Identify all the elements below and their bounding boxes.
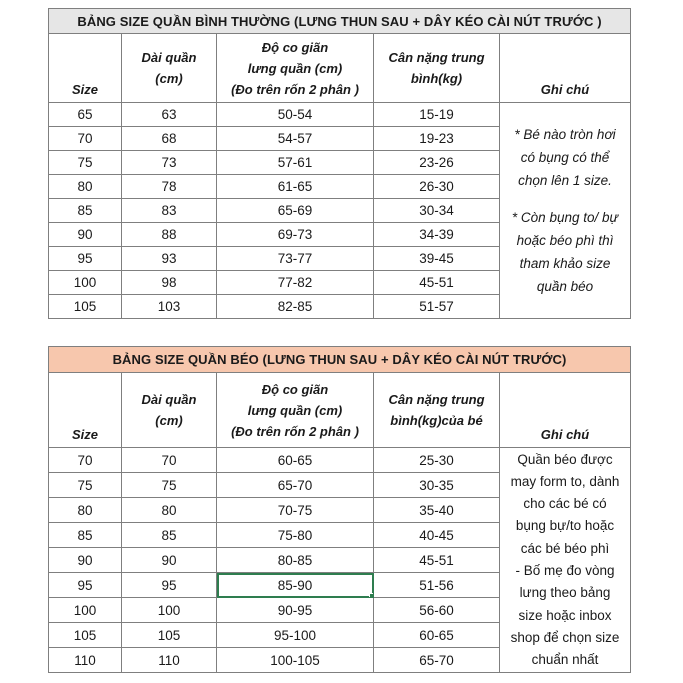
cell-size[interactable]: 85 bbox=[49, 523, 122, 548]
cell-size[interactable]: 110 bbox=[49, 648, 122, 673]
note-line: cho các bé có bbox=[523, 496, 607, 512]
cell-waist[interactable]: 80-85 bbox=[217, 548, 374, 573]
cell-size[interactable]: 70 bbox=[49, 448, 122, 473]
header-size: Size bbox=[49, 34, 122, 103]
header-waist: Độ co giãn lưng quần (cm) (Đo trên rốn 2 phân ) bbox=[217, 34, 374, 103]
cell-waist[interactable]: 65-70 bbox=[217, 473, 374, 498]
cell-weight[interactable]: 19-23 bbox=[374, 127, 500, 151]
size-table-plus bbox=[48, 346, 631, 673]
cell-size[interactable]: 100 bbox=[49, 271, 122, 295]
cell-length[interactable]: 73 bbox=[122, 151, 217, 175]
cell-size[interactable]: 90 bbox=[49, 548, 122, 573]
note-line: có bụng có thể bbox=[520, 150, 610, 165]
cell-weight[interactable]: 60-65 bbox=[374, 623, 500, 648]
selected-cell-waist[interactable]: 85-90 bbox=[217, 573, 374, 598]
header-note: Ghi chú bbox=[500, 373, 631, 448]
cell-length[interactable]: 80 bbox=[122, 498, 217, 523]
cell-weight[interactable]: 39-45 bbox=[374, 247, 500, 271]
note-line: các bé béo phì bbox=[520, 540, 610, 556]
header-weight: Cân nặng trung bình(kg) bbox=[374, 34, 500, 103]
note-line: size hoặc inbox bbox=[518, 607, 612, 623]
cell-weight[interactable]: 56-60 bbox=[374, 598, 500, 623]
header-waist: Độ co giãn lưng quần (cm) (Đo trên rốn 2 phân ) bbox=[217, 373, 374, 448]
cell-length[interactable]: 63 bbox=[122, 103, 217, 127]
cell-waist[interactable]: 50-54 bbox=[217, 103, 374, 127]
header-length: Dài quần (cm) bbox=[122, 373, 217, 448]
cell-weight[interactable]: 51-56 bbox=[374, 573, 500, 598]
note-cell bbox=[500, 103, 631, 319]
cell-weight[interactable]: 15-19 bbox=[374, 103, 500, 127]
cell-size[interactable]: 75 bbox=[49, 473, 122, 498]
note-line: hoặc béo phì thì bbox=[516, 233, 614, 248]
cell-weight[interactable]: 51-57 bbox=[374, 295, 500, 319]
cell-size[interactable]: 90 bbox=[49, 223, 122, 247]
cell-length[interactable]: 78 bbox=[122, 175, 217, 199]
note-line: shop để chọn size bbox=[510, 629, 620, 645]
note-line: tham khảo size bbox=[519, 256, 611, 271]
cell-weight[interactable]: 25-30 bbox=[374, 448, 500, 473]
note-line: quần béo bbox=[536, 279, 594, 294]
cell-weight[interactable]: 34-39 bbox=[374, 223, 500, 247]
fill-handle[interactable] bbox=[369, 593, 374, 598]
cell-length[interactable]: 100 bbox=[122, 598, 217, 623]
cell-size[interactable]: 80 bbox=[49, 498, 122, 523]
table-title: BẢNG SIZE QUẦN BÌNH THƯỜNG (LƯNG THUN SAU + DÂY KÉO CÀI NÚT TRƯỚC ) bbox=[49, 9, 631, 34]
table-title: BẢNG SIZE QUẦN BÉO (LƯNG THUN SAU + DÂY KÉO CÀI NÚT TRƯỚC) bbox=[49, 347, 631, 373]
note-line: may form to, dành bbox=[510, 473, 620, 489]
cell-length[interactable]: 98 bbox=[122, 271, 217, 295]
cell-length[interactable]: 88 bbox=[122, 223, 217, 247]
cell-length[interactable]: 68 bbox=[122, 127, 217, 151]
cell-waist[interactable]: 70-75 bbox=[217, 498, 374, 523]
cell-weight[interactable]: 23-26 bbox=[374, 151, 500, 175]
cell-size[interactable]: 100 bbox=[49, 598, 122, 623]
cell-size[interactable]: 95 bbox=[49, 247, 122, 271]
header-weight: Cân nặng trung bình(kg)của bé bbox=[374, 373, 500, 448]
cell-waist[interactable]: 60-65 bbox=[217, 448, 374, 473]
cell-weight[interactable]: 65-70 bbox=[374, 648, 500, 673]
cell-size[interactable]: 85 bbox=[49, 199, 122, 223]
note-line: * Bé nào tròn hơi bbox=[514, 127, 616, 142]
cell-waist[interactable]: 54-57 bbox=[217, 127, 374, 151]
cell-size[interactable]: 105 bbox=[49, 295, 122, 319]
cell-size[interactable]: 75 bbox=[49, 151, 122, 175]
header-size: Size bbox=[49, 373, 122, 448]
cell-length[interactable]: 90 bbox=[122, 548, 217, 573]
size-table-regular bbox=[48, 8, 631, 319]
cell-length[interactable]: 103 bbox=[122, 295, 217, 319]
cell-weight[interactable]: 35-40 bbox=[374, 498, 500, 523]
cell-length[interactable]: 75 bbox=[122, 473, 217, 498]
note-line: - Bố mẹ đo vòng bbox=[515, 563, 615, 578]
cell-waist[interactable]: 61-65 bbox=[217, 175, 374, 199]
cell-weight[interactable]: 45-51 bbox=[374, 548, 500, 573]
cell-waist[interactable]: 69-73 bbox=[217, 223, 374, 247]
header-note: Ghi chú bbox=[500, 34, 631, 103]
cell-size[interactable]: 80 bbox=[49, 175, 122, 199]
cell-waist[interactable]: 65-69 bbox=[217, 199, 374, 223]
note-line: bụng bự/to hoặc bbox=[515, 518, 615, 534]
note-line: Quần béo được bbox=[517, 451, 613, 467]
cell-length[interactable]: 105 bbox=[122, 623, 217, 648]
cell-length[interactable]: 110 bbox=[122, 648, 217, 673]
cell-length[interactable]: 85 bbox=[122, 523, 217, 548]
cell-waist[interactable]: 95-100 bbox=[217, 623, 374, 648]
cell-length[interactable]: 93 bbox=[122, 247, 217, 271]
note-line: lưng theo bảng bbox=[519, 585, 611, 601]
cell-waist[interactable]: 75-80 bbox=[217, 523, 374, 548]
cell-waist[interactable]: 82-85 bbox=[217, 295, 374, 319]
cell-weight[interactable]: 30-34 bbox=[374, 199, 500, 223]
cell-weight[interactable]: 30-35 bbox=[374, 473, 500, 498]
cell-size[interactable]: 65 bbox=[49, 103, 122, 127]
cell-length[interactable]: 70 bbox=[122, 448, 217, 473]
cell-size[interactable]: 105 bbox=[49, 623, 122, 648]
cell-size[interactable]: 95 bbox=[49, 573, 122, 598]
note-line: chọn lên 1 size. bbox=[518, 173, 612, 188]
table-row bbox=[49, 448, 631, 473]
cell-waist[interactable]: 100-105 bbox=[217, 648, 374, 673]
cell-weight[interactable]: 40-45 bbox=[374, 523, 500, 548]
note-line: chuẩn nhất bbox=[531, 652, 599, 668]
note-cell bbox=[500, 448, 631, 673]
cell-length[interactable]: 83 bbox=[122, 199, 217, 223]
cell-waist[interactable]: 77-82 bbox=[217, 271, 374, 295]
cell-weight[interactable]: 45-51 bbox=[374, 271, 500, 295]
cell-waist[interactable]: 57-61 bbox=[217, 151, 374, 175]
cell-size[interactable]: 70 bbox=[49, 127, 122, 151]
table-row bbox=[49, 103, 631, 127]
cell-weight[interactable]: 26-30 bbox=[374, 175, 500, 199]
cell-waist[interactable]: 73-77 bbox=[217, 247, 374, 271]
note-line: * Còn bụng to/ bự bbox=[511, 210, 619, 225]
cell-length[interactable]: 95 bbox=[122, 573, 217, 598]
cell-waist[interactable]: 90-95 bbox=[217, 598, 374, 623]
header-length: Dài quần (cm) bbox=[122, 34, 217, 103]
